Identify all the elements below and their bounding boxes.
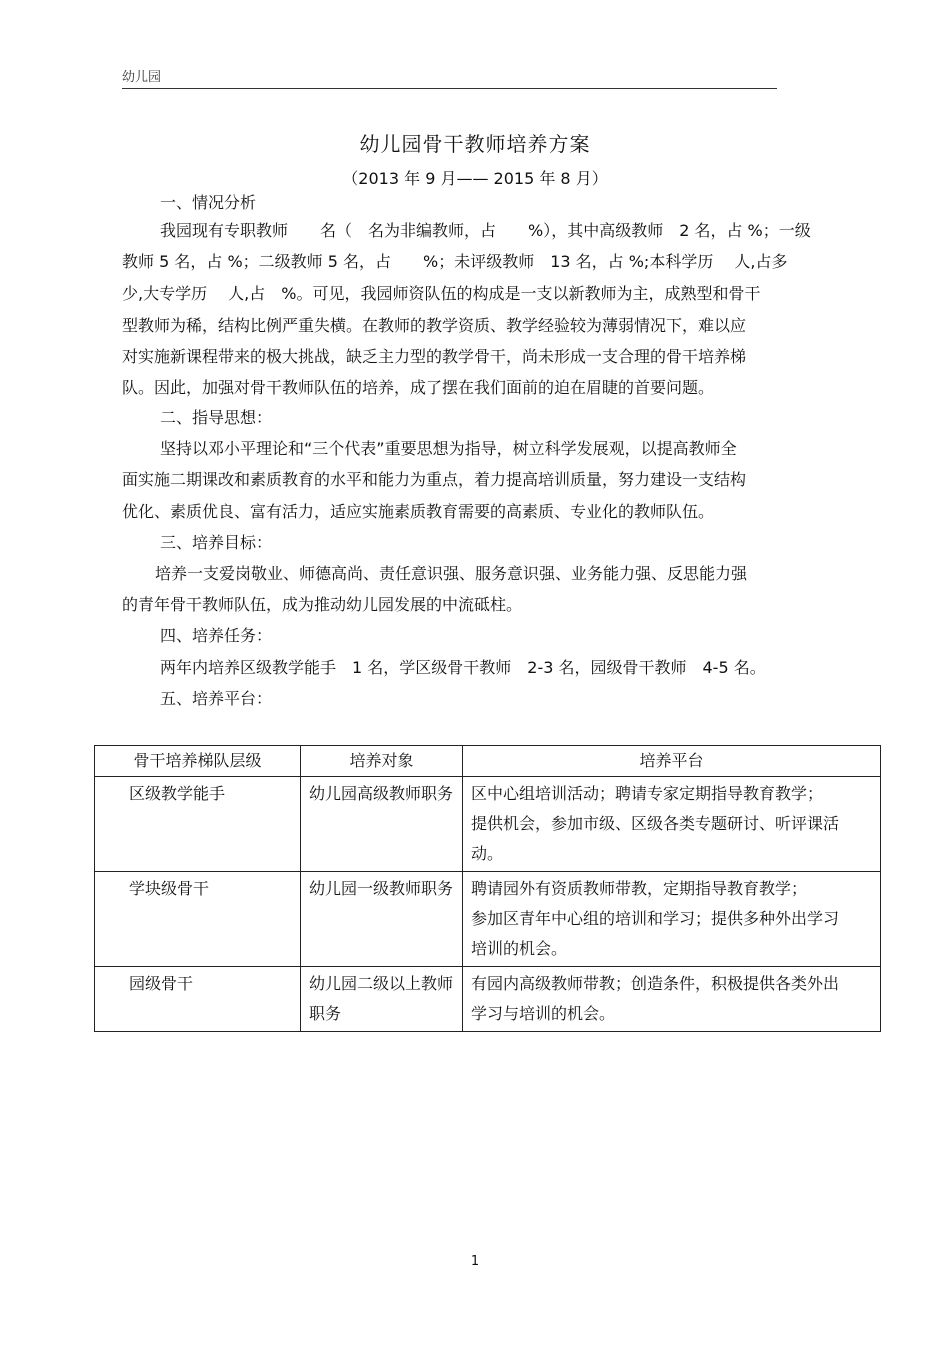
section-heading-goals: 三、培养目标： <box>160 533 273 552</box>
cell-target: 幼儿园一级教师职务 <box>301 872 463 967</box>
platform-line: 有园内高级教师带教；创造条件，积极提供各类外出 <box>471 974 840 993</box>
cell-target: 幼儿园二级以上教师职务 <box>301 967 463 1032</box>
platform-line: 提供机会，参加市级、区级各类专题研讨、听评课活 <box>471 814 840 833</box>
cell-level: 学块级骨干 <box>95 872 301 967</box>
cell-platform <box>463 777 881 872</box>
section-heading-tasks: 四、培养任务： <box>160 626 273 645</box>
platform-line: 聘请园外有资质教师带教，定期指导教育教学； <box>471 879 808 898</box>
training-platform-table <box>94 745 881 1032</box>
paragraph-line: 对实施新课程带来的极大挑战，缺乏主力型的教学骨干，尚未形成一支合理的骨干培养梯 <box>122 347 747 366</box>
paragraph-line: 坚持以邓小平理论和“三个代表”重要思想为指导，树立科学发展观，以提高教师全 <box>160 439 737 458</box>
column-header-platform: 培养平台 <box>463 746 881 777</box>
paragraph-line: 优化、素质优良、富有活力，适应实施素质教育需要的高素质、专业化的教师队伍。 <box>122 502 715 521</box>
cell-platform <box>463 872 881 967</box>
table-row <box>95 967 881 1032</box>
paragraph-line: 的青年骨干教师队伍，成为推动幼儿园发展的中流砥柱。 <box>122 595 523 614</box>
section-heading-guiding-idea: 二、指导思想： <box>160 408 273 427</box>
platform-line: 学习与培训的机会。 <box>471 1004 616 1023</box>
cell-level: 区级教学能手 <box>95 777 301 872</box>
platform-line: 区中心组培训活动；聘请专家定期指导教育教学； <box>471 784 824 803</box>
cell-level: 园级骨干 <box>95 967 301 1032</box>
section-heading-analysis: 一、情况分析 <box>160 193 257 212</box>
paragraph-line: 我园现有专职教师 名（ 名为非编教师，占 %），其中高级教师 2 名，占 %；一级 <box>160 221 811 240</box>
platform-line: 参加区青年中心组的培训和学习；提供多种外出学习 <box>471 909 840 928</box>
document-subtitle: （2013 年 9 月—— 2015 年 8 月） <box>342 169 608 188</box>
page-header: 幼儿园 <box>122 66 777 89</box>
platform-line: 培训的机会。 <box>471 939 568 958</box>
cell-platform <box>463 967 881 1032</box>
table-row <box>95 872 881 967</box>
table-header-row <box>95 746 881 777</box>
document-title: 幼儿园骨干教师培养方案 <box>359 132 591 156</box>
paragraph-line: 少,大专学历 人,占 %。可见，我园师资队伍的构成是一支以新教师为主，成熟型和骨干 <box>122 284 761 303</box>
section-heading-platform: 五、培养平台： <box>160 689 273 708</box>
paragraph-line: 两年内培养区级教学能手 1 名，学区级骨干教师 2-3 名，园级骨干教师 4-5 名。 <box>160 658 766 677</box>
table-row <box>95 777 881 872</box>
paragraph-line: 队。因此，加强对骨干教师队伍的培养，成了摆在我们面前的迫在眉睫的首要问题。 <box>122 378 715 397</box>
page-number: 1 <box>470 1254 480 1269</box>
column-header-level: 骨干培养梯队层级 <box>95 746 301 777</box>
column-header-target: 培养对象 <box>301 746 463 777</box>
platform-line: 动。 <box>471 844 504 863</box>
paragraph-line: 面实施二期课改和素质教育的水平和能力为重点，着力提高培训质量，努力建设一支结构 <box>122 470 747 489</box>
paragraph-line: 教师 5 名，占 %；二级教师 5 名，占 %；未评级教师 13 名，占 %;本科学历 人,占多 <box>122 252 788 271</box>
cell-target: 幼儿园高级教师职务 <box>301 777 463 872</box>
paragraph-line: 培养一支爱岗敬业、师德高尚、责任意识强、服务意识强、业务能力强、反思能力强 <box>155 564 748 583</box>
paragraph-line: 型教师为稀，结构比例严重失横。在教师的教学资质、教学经验较为薄弱情况下，难以应 <box>122 316 747 335</box>
